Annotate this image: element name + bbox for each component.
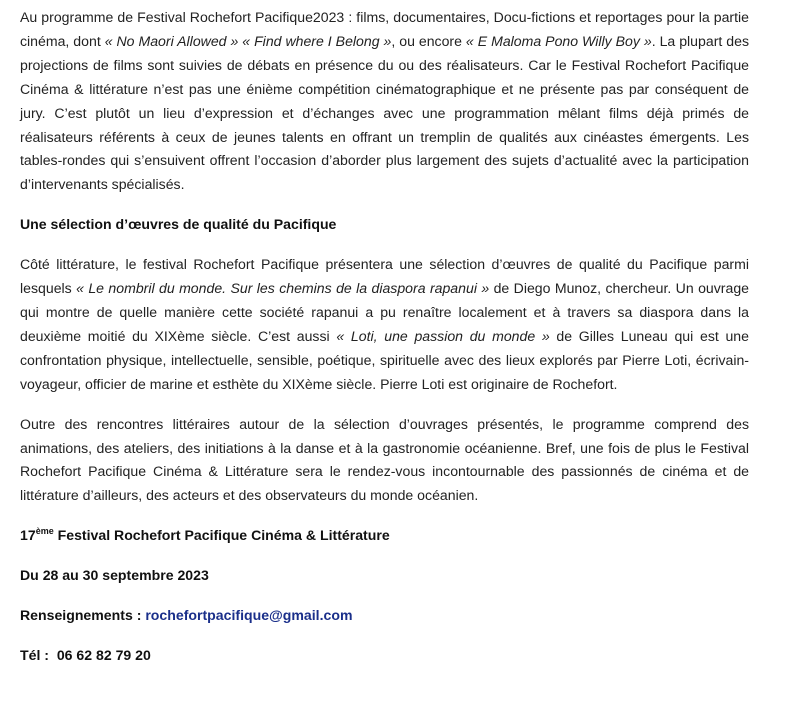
contact-label: Renseignements : xyxy=(20,607,146,624)
paragraph-animations: Outre des rencontres littéraires autour de la sélection d’ouvrages présentés, le programme comprend des animations, des ateliers, des initiations à la danse et à la gastronomie océanienne. Bref, une fois de plus le Festival Rochefort Pacifique Cinéma & Littérature sera le rendez-vous incontournable des passionnés de cinéma et de littérature d’ailleurs, des acteurs et des observateurs du monde océanien. xyxy=(20,415,749,504)
contact-email-link[interactable]: rochefortpacifique@gmail.com xyxy=(145,607,353,624)
paragraph-litterature: Côté littérature, le festival Rochefort Pacifique présentera une sélection d’œuvres de qualité du Pacifique parmi lesquels « Le nombril du monde. Sur les chemins de la diaspora rapanui » de Diego Munoz, chercheur. Un ouvrage qui montre de quelle manière cette société rapanui a pu renaître localement et à travers sa diaspora dans la deuxième moitié du XIXème siècle. C’est aussi « Loti, une passion du monde » de Gilles Luneau qui est une confrontation physique, intellectuelle, sensible, poétique, spirituelle avec des lieux explorés par Pierre Loti, écrivain-voyageur, officier de marine et esthète du XIXème siècle. Pierre Loti est originaire de Rochefort. xyxy=(20,256,749,392)
film-title-e-maloma-pono-willy-boy: « E Maloma Pono Willy Boy » xyxy=(465,32,652,49)
contact-info xyxy=(20,604,749,628)
programme-details-text: . La plupart des projections de films sont suivies de débats en présence du ou des réalisateurs. Car le Festival Rochefort Pacifique Cinéma & littérature n’est pas une énième compétition cinématographique et ne présente pas par conséquent de jury. C’est plutôt un lieu d’expression et d’échanges avec une programmation mêlant films déjà primés de réalisateurs référents à ceux de jeunes talents en offrant un tremplin de qualités aux cinéastes émergents. Les tables-rondes qui s’ensuivent offrent l’occasion d’aborder plus largement des sujets d’actualité avec la participation d’intervenants spécialisés. xyxy=(20,32,749,193)
edition-number: 17 xyxy=(20,527,36,544)
edition-suffix: ème xyxy=(35,526,54,537)
book-title-loti: « Loti, une passion du monde » xyxy=(336,327,550,344)
phone-number: 06 62 82 79 20 xyxy=(56,646,151,663)
festival-dates: Du 28 au 30 septembre 2023 xyxy=(20,567,209,584)
film-title-find-where-i-belong: « Find where I Belong » xyxy=(242,32,392,49)
phone-label: Tél : xyxy=(20,646,57,663)
festival-edition-title: 17ème Festival Rochefort Pacifique Cinéma & Littérature xyxy=(20,526,390,544)
programme-intro-text: Au programme de Festival Rochefort Pacifique2023 : films, documentaires, Docu-fictions et reportages pour la partie cinéma, dont xyxy=(20,9,749,49)
film-title-no-maori-allowed: « No Maori Allowed » xyxy=(104,32,239,49)
section-heading-selection: Une sélection d’œuvres de qualité du Pacifique xyxy=(20,216,337,233)
paragraph-programme: Au programme de Festival Rochefort Pacifique2023 : films, documentaires, Docu-fictions et reportages pour la partie cinéma, dont « No Maori Allowed » « Find where I Belong », ou encore « E Maloma Pono Willy Boy ». La plupart des projections de films sont suivies de débats en présence du ou des réalisateurs. Car le Festival Rochefort Pacifique Cinéma & littérature n’est pas une énième compétition cinématographique et ne présente pas par conséquent de jury. C’est plutôt un lieu d’expression et d’échanges avec une programmation mêlant films déjà primés de réalisateurs référents à ceux de jeunes talents en offrant un tremplin de qualités aux cinéastes émergents. Les tables-rondes qui s’ensuivent offrent l’occasion d’aborder plus largement des sujets d’actualité avec la participation d’intervenants spécialisés. xyxy=(20,9,749,193)
contact-phone xyxy=(20,644,749,668)
book-title-nombril-du-monde: « Le nombril du monde. Sur les chemins de la diaspora rapanui » xyxy=(76,280,490,297)
